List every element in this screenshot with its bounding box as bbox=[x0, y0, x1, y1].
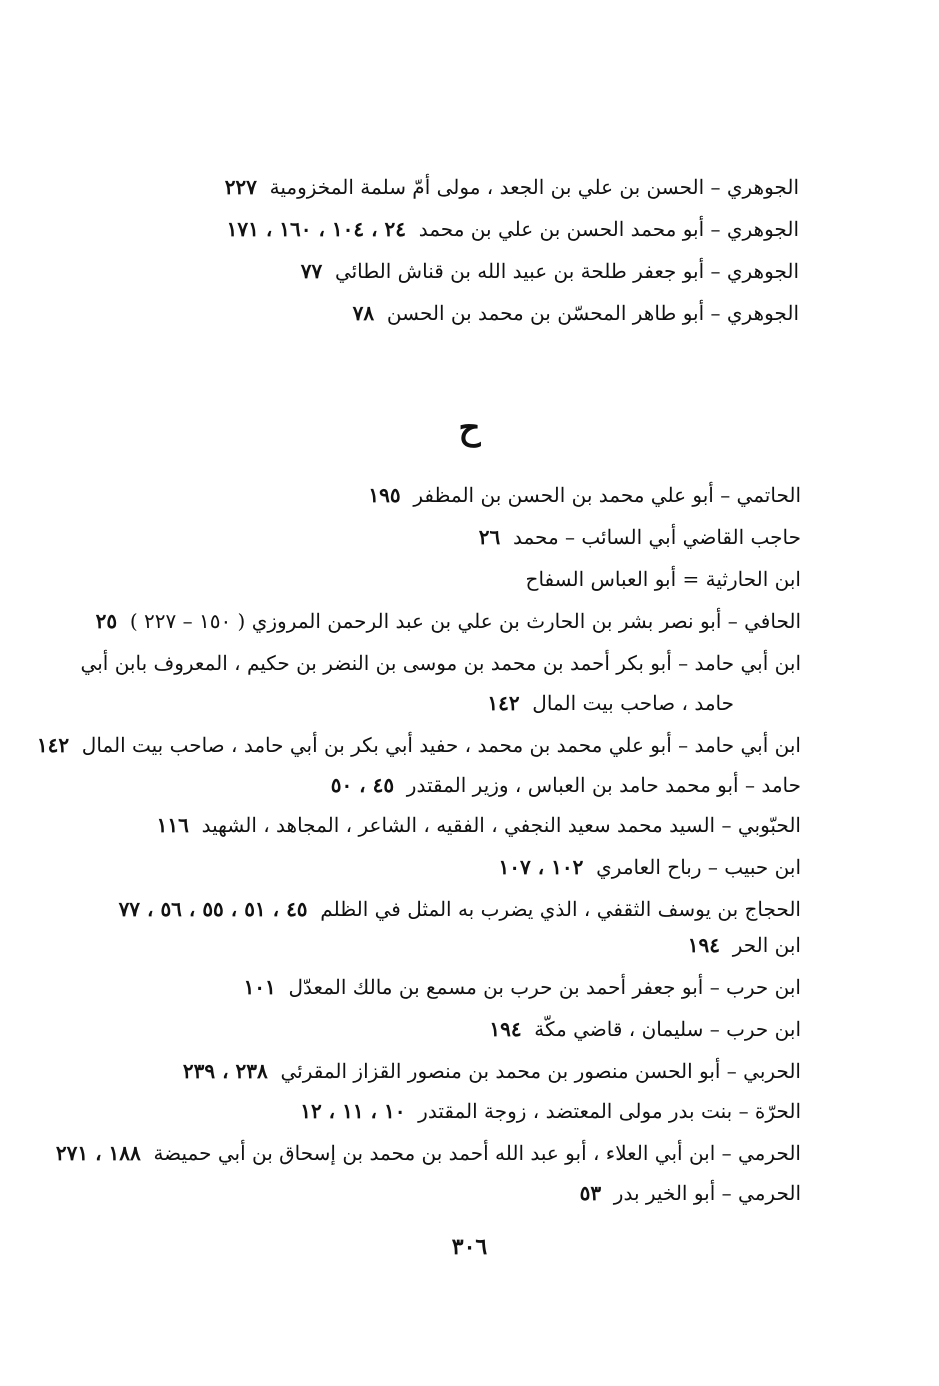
index-entry bbox=[479, 522, 801, 552]
index-entry bbox=[225, 172, 799, 202]
entry-pages: ٢٥ bbox=[95, 609, 118, 633]
index-entry bbox=[526, 564, 801, 594]
index-entry bbox=[353, 298, 799, 328]
entry-pages: ٢٣٨ ، ٢٣٩ bbox=[182, 1059, 268, 1083]
index-entry bbox=[368, 480, 801, 510]
entry-text: الجوهري – أبو محمد الحسن بن علي بن محمد bbox=[418, 217, 799, 241]
index-entry bbox=[227, 214, 799, 244]
entry-pages: ٤٥ ، ٥١ ، ٥٥ ، ٥٦ ، ٧٧ bbox=[118, 897, 308, 921]
entry-text: الحربي – أبو الحسن منصور بن محمد بن منصور القزاز المقرئي bbox=[280, 1059, 801, 1083]
entry-text: ابن الحر bbox=[732, 933, 801, 957]
entry-pages: ٤٥ ، ٥٠ bbox=[330, 773, 395, 797]
index-entry bbox=[119, 894, 801, 924]
entry-pages: ١٠٢ ، ١٠٧ bbox=[498, 855, 584, 879]
index-entry bbox=[244, 972, 801, 1002]
index-entry-continuation bbox=[487, 688, 734, 718]
entry-pages: ١١٦ bbox=[156, 813, 189, 837]
index-entry bbox=[183, 1056, 801, 1086]
entry-text: ابن حرب – سليمان ، قاضي مكّة bbox=[534, 1017, 801, 1041]
entry-pages: ١٩٥ bbox=[368, 483, 401, 507]
entry-pages: ٥٣ bbox=[579, 1181, 602, 1205]
index-entry bbox=[331, 770, 801, 800]
entry-pages: ٧٨ bbox=[352, 301, 375, 325]
entry-text: ابن حرب – أبو جعفر أحمد بن حرب بن مسمع بن مالك المعدّل bbox=[288, 975, 801, 999]
entry-text: ابن حبيب – رباح العامري bbox=[596, 855, 801, 879]
entry-text: الجوهري – أبو جعفر طلحة بن عبيد الله بن قناش الطائي bbox=[334, 259, 799, 283]
entry-text: حامد ، صاحب بيت المال bbox=[532, 691, 734, 715]
entry-pages: ٢٦ bbox=[478, 525, 501, 549]
index-entry bbox=[301, 256, 799, 286]
index-entry bbox=[499, 852, 801, 882]
entry-pages: ٧٧ bbox=[300, 259, 323, 283]
index-entry bbox=[56, 1138, 801, 1168]
entry-text: ابن الحارثية = أبو العباس السفاح bbox=[525, 567, 801, 591]
entry-text: الحرمي – أبو الخير بدر bbox=[613, 1181, 801, 1205]
index-entry bbox=[37, 730, 801, 760]
index-entry bbox=[96, 606, 801, 636]
entry-pages: ١٤٢ bbox=[36, 733, 70, 757]
entry-text: الجوهري – الحسن بن علي بن الجعد ، مولى أمّ سلمة المخزومية bbox=[269, 175, 799, 199]
entry-pages: ١٩٤ bbox=[687, 933, 720, 957]
entry-pages: ١٠١ bbox=[243, 975, 276, 999]
entry-pages: ١٠ ، ١١ ، ١٢ bbox=[300, 1099, 406, 1123]
entry-text: الحافي – أبو نصر بشر بن الحارث بن علي بن عبد الرحمن المروزي ( ١٥٠ – ٢٢٧ ) bbox=[129, 609, 801, 633]
entry-text: حامد – أبو محمد حامد بن العباس ، وزير المقتدر bbox=[406, 773, 801, 797]
entry-pages: ٢٤ ، ١٠٤ ، ١٦٠ ، ١٧١ bbox=[226, 217, 407, 241]
entry-text: الحرمي – ابن أبي العلاء ، أبو عبد الله أحمد بن محمد بن إسحاق بن أبي حميضة bbox=[153, 1141, 801, 1165]
entry-pages: ١٤٢ bbox=[487, 691, 520, 715]
entry-text: حاجب القاضي أبي السائب – محمد bbox=[512, 525, 801, 549]
entry-pages: ١٩٤ bbox=[489, 1017, 522, 1041]
entry-text: الجوهري – أبو طاهر المحسّن بن محمد بن الحسن bbox=[386, 301, 799, 325]
entry-text: ابن أبي حامد – أبو بكر أحمد بن محمد بن موسى بن النضر بن حكيم ، المعروف بابن أبي bbox=[80, 651, 801, 675]
index-entry bbox=[580, 1178, 801, 1208]
index-entry bbox=[489, 1014, 801, 1044]
entry-text: ابن أبي حامد – أبو علي محمد بن محمد ، حفيد أبي بكر بن أبي حامد ، صاحب بيت المال bbox=[81, 733, 801, 757]
index-entry bbox=[300, 1096, 801, 1126]
page-number: ٣٠٦ bbox=[451, 1234, 488, 1260]
entry-pages: ٢٢٧ bbox=[224, 175, 257, 199]
entry-text: الحاتمي – أبو علي محمد بن الحسن بن المظفر bbox=[413, 483, 801, 507]
entry-text: الحرّة – بنت بدر مولى المعتضد ، زوجة المقتدر bbox=[418, 1099, 801, 1123]
entry-text: الحجاج بن يوسف الثقفي ، الذي يضرب به المثل في الظلم bbox=[320, 897, 801, 921]
index-entry bbox=[157, 810, 801, 840]
index-entry bbox=[688, 930, 801, 960]
entry-pages: ١٨٨ ، ٢٧١ bbox=[55, 1141, 141, 1165]
index-entry bbox=[81, 648, 801, 678]
section-letter-heading: ح bbox=[458, 408, 481, 448]
entry-text: الحبّوبي – السيد محمد سعيد النجفي ، الفقيه ، الشاعر ، المجاهد ، الشهيد bbox=[201, 813, 801, 837]
